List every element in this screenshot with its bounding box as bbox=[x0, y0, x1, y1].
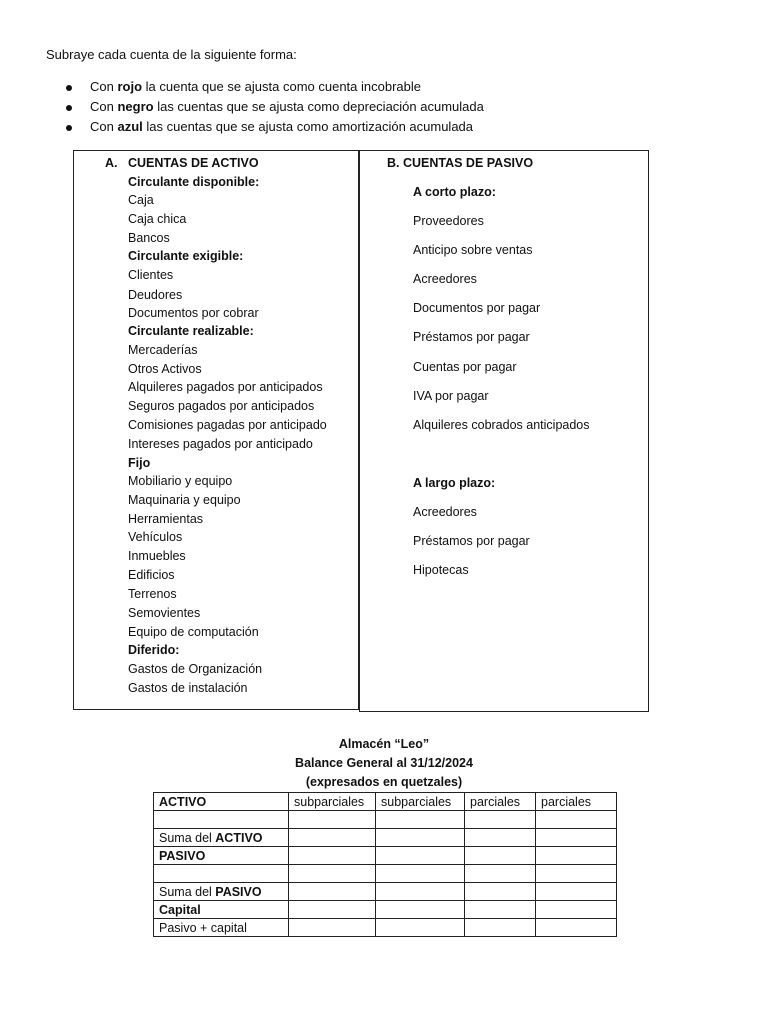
bullet-post: la cuenta que se ajusta como cuenta incobrable bbox=[142, 79, 421, 94]
empty-cell bbox=[289, 883, 376, 901]
empty-cell bbox=[376, 829, 465, 847]
account-item: Alquileres cobrados anticipados bbox=[413, 418, 590, 432]
bullet-dot bbox=[66, 125, 72, 131]
bullet-pre: Con bbox=[90, 79, 118, 94]
bullet-color-word: negro bbox=[117, 99, 154, 114]
row-label: Suma del bbox=[159, 830, 216, 845]
row-label-cell bbox=[154, 811, 289, 829]
account-item: Bancos bbox=[128, 231, 170, 245]
empty-cell bbox=[376, 919, 465, 937]
empty-cell bbox=[536, 847, 617, 865]
bullet-color-word: rojo bbox=[117, 79, 143, 94]
account-item: Documentos por cobrar bbox=[128, 306, 259, 320]
empty-cell bbox=[376, 865, 465, 883]
instruction-text: Subraye cada cuenta de la siguiente forma: bbox=[46, 47, 297, 62]
account-item: Documentos por pagar bbox=[413, 301, 541, 315]
empty-cell bbox=[536, 865, 617, 883]
bullet-post: las cuentas que se ajusta como depreciación acumulada bbox=[153, 99, 484, 114]
account-item: Proveedores bbox=[413, 214, 484, 228]
empty-cell bbox=[536, 829, 617, 847]
row-label-cell bbox=[154, 847, 289, 865]
account-item: Terrenos bbox=[128, 587, 177, 601]
account-item: Otros Activos bbox=[128, 362, 202, 376]
balance-table bbox=[153, 792, 617, 937]
header-cell: subparciales bbox=[376, 793, 465, 811]
account-item: Anticipo sobre ventas bbox=[413, 243, 533, 257]
account-item: Acreedores bbox=[413, 505, 477, 519]
account-item: Seguros pagados por anticipados bbox=[128, 399, 315, 413]
header-cell: parciales bbox=[536, 793, 617, 811]
row-label: Pasivo + capital bbox=[159, 920, 247, 935]
section-title: Circulante disponible: bbox=[128, 175, 260, 189]
empty-cell bbox=[465, 811, 536, 829]
row-label-bold: ACTIVO bbox=[215, 830, 263, 845]
header-cell: ACTIVO bbox=[154, 793, 289, 811]
table-row bbox=[154, 901, 617, 919]
row-label-cell bbox=[154, 829, 289, 847]
table-row bbox=[154, 865, 617, 883]
account-item: Acreedores bbox=[413, 272, 477, 286]
section-title: Fijo bbox=[128, 456, 151, 470]
activo-heading: CUENTAS DE ACTIVO bbox=[128, 156, 259, 170]
empty-cell bbox=[465, 829, 536, 847]
account-item: Equipo de computación bbox=[128, 625, 259, 639]
section-title: Diferido: bbox=[128, 643, 180, 657]
empty-cell bbox=[465, 865, 536, 883]
account-item: Comisiones pagadas por anticipado bbox=[128, 418, 327, 432]
table-row bbox=[154, 829, 617, 847]
account-item: Intereses pagados por anticipado bbox=[128, 437, 313, 451]
account-item: Caja chica bbox=[128, 212, 187, 226]
bullet-pre: Con bbox=[90, 119, 118, 134]
table-row bbox=[154, 811, 617, 829]
empty-cell bbox=[465, 901, 536, 919]
account-item: Vehículos bbox=[128, 530, 183, 544]
empty-cell bbox=[465, 847, 536, 865]
empty-cell bbox=[536, 901, 617, 919]
empty-cell bbox=[289, 829, 376, 847]
row-label-cell bbox=[154, 883, 289, 901]
row-label-bold: PASIVO bbox=[215, 884, 262, 899]
row-label-cell bbox=[154, 865, 289, 883]
section-title: A corto plazo: bbox=[413, 185, 496, 199]
empty-cell bbox=[289, 811, 376, 829]
bullet-post: las cuentas que se ajusta como amortización acumulada bbox=[142, 119, 474, 134]
account-item: Caja bbox=[128, 193, 154, 207]
account-item: Semovientes bbox=[128, 606, 201, 620]
account-item: Maquinaria y equipo bbox=[128, 493, 241, 507]
row-label: Suma del bbox=[159, 884, 216, 899]
empty-cell bbox=[536, 811, 617, 829]
bullet-pre: Con bbox=[90, 99, 118, 114]
account-item: Herramientas bbox=[128, 512, 204, 526]
empty-cell bbox=[465, 919, 536, 937]
empty-cell bbox=[376, 901, 465, 919]
account-item: Gastos de instalación bbox=[128, 681, 248, 695]
empty-cell bbox=[465, 883, 536, 901]
account-item: IVA por pagar bbox=[413, 389, 489, 403]
balance-company-title: Almacén “Leo” bbox=[338, 737, 430, 751]
empty-cell bbox=[536, 883, 617, 901]
section-title: Circulante exigible: bbox=[128, 249, 244, 263]
empty-cell bbox=[289, 847, 376, 865]
account-item: Clientes bbox=[128, 268, 174, 282]
empty-cell bbox=[376, 811, 465, 829]
section-title: Circulante realizable: bbox=[128, 324, 254, 338]
account-item: Inmuebles bbox=[128, 549, 186, 563]
bullet-color-word: azul bbox=[117, 119, 143, 134]
table-row bbox=[154, 919, 617, 937]
row-label-bold: Capital bbox=[159, 902, 201, 917]
empty-cell bbox=[289, 901, 376, 919]
account-item: Préstamos por pagar bbox=[413, 534, 530, 548]
table-row bbox=[154, 883, 617, 901]
table-header-row bbox=[154, 793, 617, 811]
pasivo-heading: B. CUENTAS DE PASIVO bbox=[387, 156, 534, 170]
empty-cell bbox=[376, 847, 465, 865]
account-item: Mercaderías bbox=[128, 343, 198, 357]
empty-cell bbox=[536, 919, 617, 937]
row-label-bold: PASIVO bbox=[159, 848, 206, 863]
row-label-cell bbox=[154, 901, 289, 919]
table-row bbox=[154, 847, 617, 865]
section-title: A largo plazo: bbox=[413, 476, 496, 490]
activo-marker: A. bbox=[105, 156, 118, 170]
empty-cell bbox=[289, 919, 376, 937]
account-item: Edificios bbox=[128, 568, 175, 582]
header-cell: subparciales bbox=[289, 793, 376, 811]
account-item: Gastos de Organización bbox=[128, 662, 263, 676]
bullet-dot bbox=[66, 105, 72, 111]
account-item: Mobiliario y equipo bbox=[128, 474, 233, 488]
row-label-cell bbox=[154, 919, 289, 937]
empty-cell bbox=[376, 883, 465, 901]
balance-title: Balance General al 31/12/2024 bbox=[295, 756, 473, 770]
balance-subtitle: (expresados en quetzales) bbox=[305, 775, 463, 789]
account-item: Deudores bbox=[128, 288, 183, 302]
account-item: Préstamos por pagar bbox=[413, 330, 530, 344]
bullet-dot bbox=[66, 85, 72, 91]
account-item: Cuentas por pagar bbox=[413, 360, 517, 374]
account-item: Alquileres pagados por anticipados bbox=[128, 380, 323, 394]
account-item: Hipotecas bbox=[413, 563, 469, 577]
empty-cell bbox=[289, 865, 376, 883]
header-cell: parciales bbox=[465, 793, 536, 811]
